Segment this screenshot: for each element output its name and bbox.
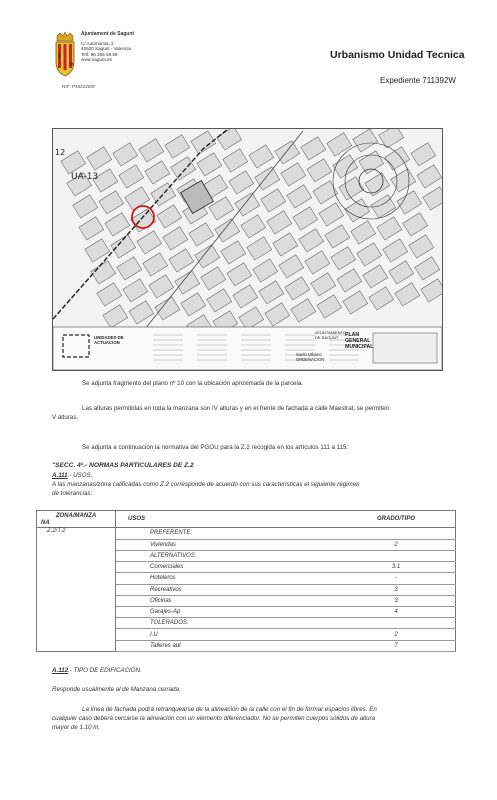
- article-111-text-line1: A las manzanas/zona calificadas como Z.2 corresponde de acuerdo con sus características el siguiente régimen: [52, 481, 360, 488]
- svg-text:12: 12: [55, 148, 66, 157]
- paragraph-alturas-line2: V alturas.: [52, 414, 79, 421]
- grado-cell: [337, 618, 456, 629]
- header-zona-line2: NA: [41, 520, 50, 527]
- svg-text:M: M: [70, 62, 74, 67]
- grado-cell: [337, 528, 456, 539]
- article-112-title: .- TIPO DE EDIFICACIÓN.: [68, 667, 142, 674]
- article-111-number: A.111: [52, 472, 68, 479]
- article-111-text-line2: de tolerancias:: [52, 490, 93, 497]
- section-heading: "SECC. 4ª.- NORMAS PARTICULARES DE Z.2: [52, 462, 194, 469]
- article-112-heading: [52, 667, 142, 676]
- legend-unidades-label: UNIDADES DE ACTUACION: [94, 335, 124, 345]
- zone-cell: Z.2/T.2: [37, 528, 116, 652]
- municipality-info: [81, 32, 134, 63]
- article-112-paragraph-2-line1: La línea de fachada podrá retranquearse de la alineación de la calle con el fin de formar espacios libres. En: [82, 706, 377, 713]
- grado-cell: 3: [337, 584, 456, 595]
- article-112-paragraph-1: Responde usualmente al de Manzana cerrada.: [52, 686, 181, 693]
- nif: NIF: P4622200F: [62, 84, 96, 89]
- legend-ordenacion-label: Suelo Urbano ORDENACION: [296, 352, 325, 362]
- table-row: [37, 528, 456, 539]
- paragraph-plano: Se adjunta fragmento del plano nº 10 con la ubicación aproximada de la parcela.: [82, 380, 304, 387]
- paragraph-normativa: Se adjunta a continuación la normativa del PGOU para la Z.2 recogida en los artículos 111 a 115:: [82, 444, 349, 451]
- grado-cell: 2: [337, 629, 456, 640]
- grado-cell: -: [337, 573, 456, 584]
- header-grado: GRADO/TIPO: [337, 511, 456, 528]
- svg-text:S: S: [58, 54, 61, 59]
- header-zona-line1: ZONA/MANZA: [55, 513, 97, 520]
- address-line-1: C/ Autonomia, 2: [81, 40, 114, 46]
- article-112-paragraph-2-line2: cualquier caso deberá cercarse la alineación con un elemento diferenciador. No se permiten cuerpos sólidos de altura: [52, 715, 376, 722]
- header-zona: [37, 511, 116, 528]
- website: www.sagunt.es: [81, 57, 112, 63]
- grado-cell: 3.1: [337, 562, 456, 573]
- org-name: Ajuntament de Sagunt: [81, 31, 135, 37]
- phone: Telf. 96 265 58 58: [81, 51, 118, 57]
- uso-cell: Talleres aut: [116, 640, 338, 651]
- table-header-row: [37, 511, 456, 528]
- uso-cell: ALTERNATIVOS:: [116, 550, 338, 561]
- uso-cell: Oficinas: [116, 595, 338, 606]
- uso-cell: TOLERADOS:: [116, 618, 338, 629]
- uso-cell: Garajes-Ap: [116, 607, 338, 618]
- article-112-number: A.112: [52, 667, 69, 674]
- grado-cell: 3: [337, 595, 456, 606]
- uso-cell: I.U: [116, 629, 338, 640]
- uso-cell: Comerciales: [116, 562, 338, 573]
- usos-table: [36, 510, 456, 652]
- grado-cell: 4: [337, 607, 456, 618]
- zone-label: UA-13: [71, 172, 99, 182]
- sagunt-coat-of-arms-logo: [52, 32, 78, 78]
- legend-ayto-label: AYUNTAMIENTO DE SAGUNT: [315, 330, 347, 340]
- uso-cell: PREFERENTE:: [116, 528, 338, 539]
- grado-cell: [337, 550, 456, 561]
- uso-cell: Hoteleros: [116, 573, 338, 584]
- uso-cell: Recreativos: [116, 584, 338, 595]
- header-usos: USOS: [116, 511, 338, 528]
- legend-plan-label: PLAN GENERAL MUNICIPAL: [345, 332, 374, 350]
- article-111-heading: [52, 472, 92, 481]
- expediente-number: Expediente 711392W: [380, 76, 456, 85]
- address-line-2: 46500 Sagunt - Valencia: [81, 46, 131, 52]
- grado-cell: 7: [337, 640, 456, 651]
- document-title: Urbanismo Unidad Tecnica: [330, 49, 465, 61]
- article-112-paragraph-2-line3: mayor de 1.10 m.: [52, 724, 101, 731]
- grado-cell: 2: [337, 539, 456, 550]
- paragraph-alturas-line1: Las alturas permitidas en toda la manzana son IV alturas y en el frente de fachada a calle Maestrat, se permiten: [82, 405, 390, 412]
- article-111-title: .- USOS.: [67, 472, 93, 479]
- uso-cell: Viviendas: [116, 539, 338, 550]
